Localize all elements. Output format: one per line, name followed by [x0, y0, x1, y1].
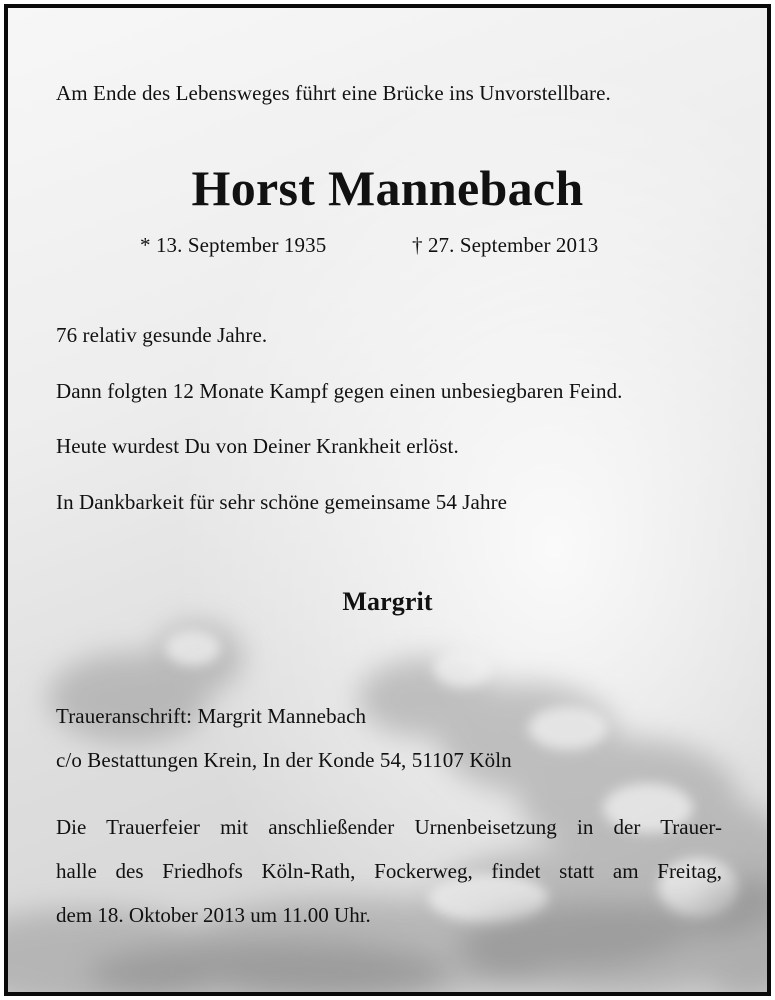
obituary-notice — [4, 4, 771, 996]
service-line: Die Trauerfeier mit anschließender Urnenbeisetzung in der Trauer- — [56, 815, 722, 839]
message-line: Dann folgten 12 Monate Kampf gegen einen unbesiegbaren Feind. — [56, 379, 623, 403]
motto-text: Am Ende des Lebensweges führt eine Brücke ins Unvorstellbare. — [56, 81, 611, 105]
funeral-service-paragraph — [56, 814, 722, 946]
service-line: dem 18. Oktober 2013 um 11.00 Uhr. — [56, 903, 371, 927]
signer-name: Margrit — [342, 587, 433, 616]
birth-date: * 13. September 1935 — [140, 233, 327, 257]
message-line: Heute wurdest Du von Deiner Krankheit erlöst. — [56, 434, 459, 458]
mourning-address-line: Traueranschrift: Margrit Mannebach — [56, 704, 367, 728]
deceased-name: Horst Mannebach — [191, 160, 584, 216]
message-line: In Dankbarkeit für sehr schöne gemeinsame 54 Jahre — [56, 490, 508, 514]
mourning-address-line: c/o Bestattungen Krein, In der Konde 54, 51107 Köln — [56, 748, 512, 772]
message-line: 76 relativ gesunde Jahre. — [56, 323, 268, 347]
death-date: † 27. September 2013 — [412, 233, 599, 257]
service-line: halle des Friedhofs Köln-Rath, Fockerweg, findet statt am Freitag, — [56, 859, 722, 883]
